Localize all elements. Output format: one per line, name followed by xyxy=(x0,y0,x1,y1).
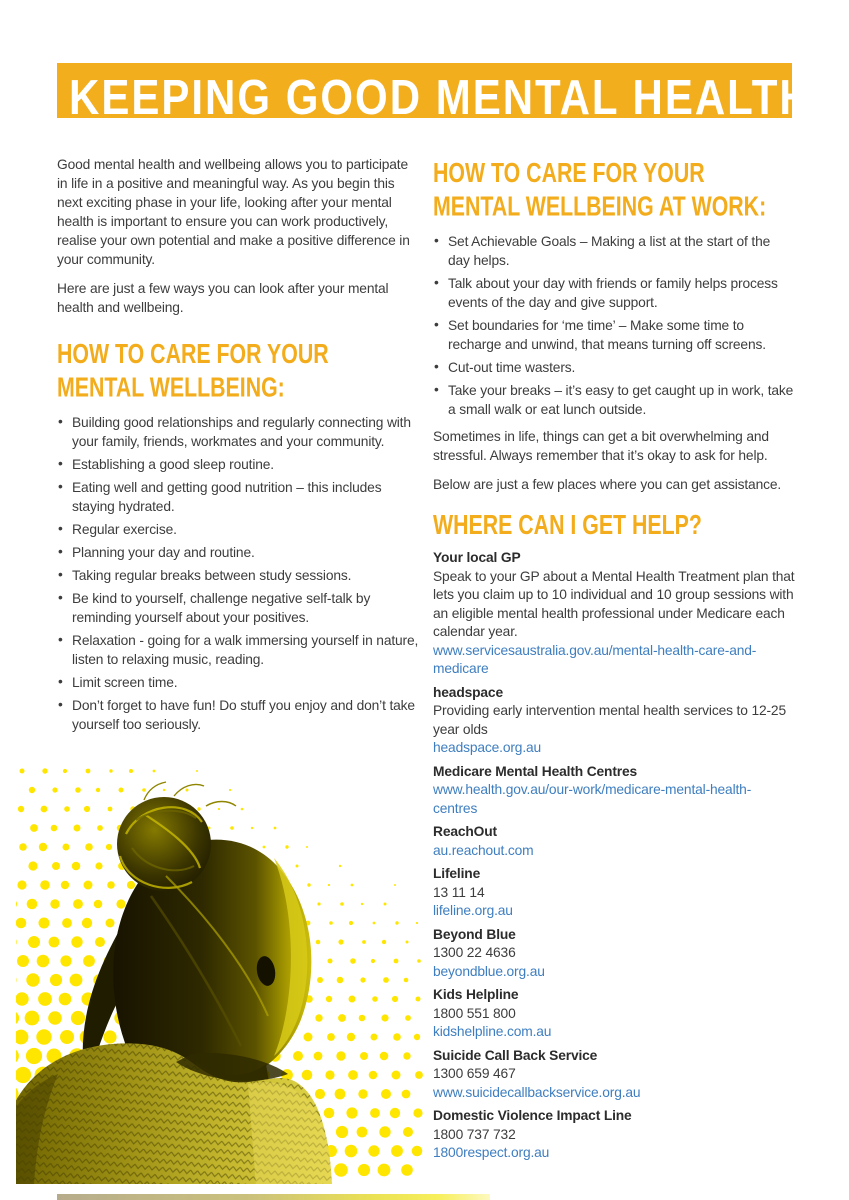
help-entry xyxy=(433,1107,795,1163)
list-item: • Be kind to yourself, challenge negative self-talk by reminding yourself about your positives. xyxy=(57,589,419,627)
help-entry-link[interactable]: www.health.gov.au/our-work/medicare-mental-health-centres xyxy=(433,782,752,816)
help-entry-name: Medicare Mental Health Centres xyxy=(433,763,638,779)
list-item: • Set Achievable Goals – Making a list at the start of the day helps. xyxy=(433,232,795,270)
help-entry-phone: 13 11 14 xyxy=(433,884,485,900)
help-entry-link[interactable]: beyondblue.org.au xyxy=(433,963,545,979)
list-item: • Don’t forget to have fun! Do stuff you enjoy and don’t take yourself too seriously. xyxy=(57,696,419,734)
list-item: • Talk about your day with friends or family helps process events of the day and give support. xyxy=(433,274,795,312)
help-entry-name: Kids Helpline xyxy=(433,987,519,1002)
page-title: KEEPING GOOD MENTAL HEALTH xyxy=(69,69,812,125)
list-item: • Eating well and getting good nutrition – this includes staying hydrated. xyxy=(57,478,419,516)
help-entry xyxy=(433,865,795,921)
person-back-silhouette xyxy=(16,782,332,1184)
list-item: • Planning your day and routine. xyxy=(57,543,419,562)
title-banner xyxy=(57,63,812,125)
help-entry xyxy=(433,549,795,679)
help-entry-link[interactable]: au.reachout.com xyxy=(433,842,534,858)
help-entry xyxy=(433,1047,795,1103)
help-entry-name: Your local GP xyxy=(433,550,521,565)
help-entry-name: Beyond Blue xyxy=(433,926,516,942)
help-entry-link[interactable]: lifeline.org.au xyxy=(433,903,513,918)
list-item: • Set boundaries for ‘me time’ – Make some time to recharge and unwind, that means turning off screens. xyxy=(433,316,795,354)
paragraph-assistance: Below are just a few places where you can get assistance. xyxy=(433,477,782,492)
help-entry xyxy=(433,926,795,982)
section-heading-work: HOW TO CARE FOR YOUR MENTAL WELLBEING AT WORK: xyxy=(433,156,767,222)
help-entry-phone: 1800 551 800 xyxy=(433,1005,516,1021)
list-item: • Cut-out time wasters. xyxy=(433,358,795,377)
bottom-page-bar xyxy=(57,1194,490,1200)
help-entry-name: ReachOut xyxy=(433,824,497,839)
help-entry xyxy=(433,823,795,860)
help-entry xyxy=(433,684,795,758)
list-item: • Relaxation - going for a walk immersing yourself in nature, listen to relaxing music, reading. xyxy=(57,631,419,669)
help-entry-phone: 1800 737 732 xyxy=(433,1126,516,1142)
help-entry-link[interactable]: www.suicidecallbackservice.org.au xyxy=(433,1084,641,1100)
right-column xyxy=(433,150,795,1168)
list-item: • Regular exercise. xyxy=(57,520,419,539)
intro-paragraph-2: Here are just a few ways you can look after your mental health and wellbeing. xyxy=(57,281,389,315)
help-entry-link[interactable]: 1800respect.org.au xyxy=(433,1145,550,1160)
help-entry-phone: 1300 22 4636 xyxy=(433,945,516,960)
section-heading-wellbeing: HOW TO CARE FOR YOUR MENTAL WELLBEING: xyxy=(57,337,329,403)
help-entry-link[interactable]: headspace.org.au xyxy=(433,740,542,755)
intro-paragraph: Good mental health and wellbeing allows you to participate in life in a positive and meaningful way. As you begin this next exciting phase in your life, looking after your mental health is important to ensure you can work productively, realise your own potential and make a positive difference in your community. xyxy=(57,157,410,267)
help-entry-description: Providing early intervention mental health services to 12-25 year olds xyxy=(433,703,786,737)
help-entry xyxy=(433,986,795,1042)
list-item: • Limit screen time. xyxy=(57,673,419,692)
help-entry-description: Speak to your GP about a Mental Health Treatment plan that lets you claim up to 10 individual and 10 group sessions with an eligible mental health professional under Medicare each calendar year. xyxy=(433,568,795,639)
list-item: • Building good relationships and regularly connecting with your family, friends, workmates and your community. xyxy=(57,413,419,451)
list-item: • Taking regular breaks between study sessions. xyxy=(57,566,419,585)
help-entry-phone: 1300 659 467 xyxy=(433,1066,516,1081)
wellbeing-list xyxy=(57,413,419,734)
help-entry-name: Domestic Violence Impact Line xyxy=(433,1108,632,1123)
help-entry-name: headspace xyxy=(433,684,503,700)
help-entry xyxy=(433,763,795,819)
help-entry-link[interactable]: kidshelpline.com.au xyxy=(433,1024,552,1039)
paragraph-overwhelming: Sometimes in life, things can get a bit overwhelming and stressful. Always remember that it’s okay to ask for help. xyxy=(433,429,769,463)
help-entry-name: Suicide Call Back Service xyxy=(433,1047,598,1063)
help-entry-link[interactable]: www.servicesaustralia.gov.au/mental-health-care-and-medicare xyxy=(433,642,757,676)
section-heading-help: WHERE CAN I GET HELP? xyxy=(433,508,702,541)
work-list xyxy=(433,232,795,419)
list-item: • Establishing a good sleep routine. xyxy=(57,455,419,474)
photo-duotone xyxy=(16,756,426,1184)
list-item: • Take your breaks – it’s easy to get caught up in work, take a small walk or eat lunch outside. xyxy=(433,381,795,419)
help-entry-name: Lifeline xyxy=(433,866,481,881)
left-column xyxy=(57,155,419,742)
